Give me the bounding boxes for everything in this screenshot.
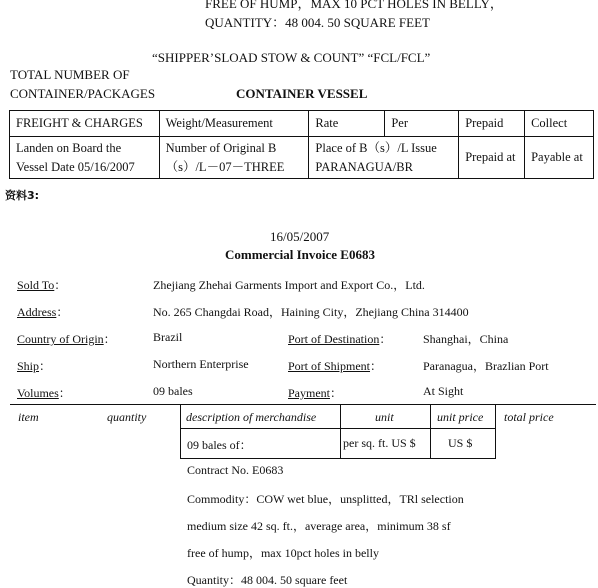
desc-first-cell: 09 bales of： <box>187 438 252 452</box>
place-of-issue-cell <box>309 137 459 179</box>
desc-line-hump: free of hump，max 10pct holes in belly <box>187 546 379 560</box>
col-unit-price: unit price <box>437 410 484 424</box>
bill-of-lading-table <box>9 110 594 179</box>
desc-line-contract: Contract No. E0683 <box>187 463 284 477</box>
unit-price-first-cell: US $ <box>448 436 473 450</box>
port-shipment-value: Paranagua，Brazlian Port <box>423 359 549 373</box>
port-destination-label: Port of Destination： <box>288 332 392 346</box>
section-label: 资料3: <box>5 189 40 202</box>
header-freight-charges: FREIGHT & CHARGES <box>10 111 160 137</box>
address-label: Address： <box>17 305 69 319</box>
shipper-load-stow-line: “SHIPPER’SLOAD STOW & COUNT” “FCL/FCL” <box>152 50 431 65</box>
invoice-col-divider-unit-price <box>430 404 431 458</box>
col-total-price: total price <box>504 410 554 424</box>
desc-line-commodity: Commodity：COW wet blue，unsplitted，TRl selection <box>187 492 464 506</box>
desc-line-size: medium size 42 sq. ft.，average area，minimum 38 sf <box>187 519 451 533</box>
invoice-col-divider-unit <box>340 404 341 458</box>
header-rate: Rate <box>309 111 385 137</box>
country-origin-value: Brazil <box>153 330 183 344</box>
number-original-cell <box>159 137 309 179</box>
laden-line2: Vessel Date 05/16/2007 <box>16 159 135 174</box>
total-number-label-1: TOTAL NUMBER OF <box>10 67 130 82</box>
unit-first-cell: per sq. ft. US $ <box>343 436 416 450</box>
col-description: description of merchandise <box>186 410 317 424</box>
col-item: item <box>18 410 39 424</box>
desc-line-quantity: Quantity：48 004. 50 square feet <box>187 573 348 587</box>
invoice-table-top-rule <box>10 404 596 405</box>
address-value: No. 265 Changdai Road，Haining City，Zhejiang China 314400 <box>153 305 469 319</box>
port-shipment-label: Port of Shipment： <box>288 359 383 373</box>
payable-at-cell: Payable at <box>525 137 594 179</box>
invoice-table-header-rule <box>180 428 496 429</box>
invoice-col-divider-desc <box>180 404 181 458</box>
bill-header-row <box>10 111 594 137</box>
col-quantity: quantity <box>107 410 147 424</box>
bill-data-row <box>10 137 594 179</box>
sold-to-value: Zhejiang Zhehai Garments Import and Export Co.，Ltd. <box>153 278 425 292</box>
ship-value: Northern Enterprise <box>153 357 249 371</box>
bill-top-line2: QUANTITY：48 004. 50 SQUARE FEET <box>205 15 430 30</box>
header-prepaid: Prepaid <box>459 111 525 137</box>
container-vessel-label: CONTAINER VESSEL <box>236 86 368 101</box>
invoice-date: 16/05/2007 <box>270 229 330 244</box>
header-collect: Collect <box>525 111 594 137</box>
ship-label: Ship： <box>17 359 52 373</box>
invoice-title: Commercial Invoice E0683 <box>225 247 375 262</box>
payment-value: At Sight <box>423 384 464 398</box>
number-line2: （s）/L－07－THREE <box>165 159 285 174</box>
volumes-label: Volumes： <box>17 386 71 400</box>
col-unit: unit <box>375 410 394 424</box>
volumes-value: 09 bales <box>153 384 193 398</box>
country-origin-label: Country of Origin： <box>17 332 116 346</box>
place-line1: Place of B（s）/L Issue <box>315 140 437 155</box>
bill-top-line1: FREE OF HUMP，MAX 10 PCT HOLES IN BELLY， <box>205 0 503 11</box>
number-line1: Number of Original B <box>165 140 277 155</box>
header-weight-measurement: Weight/Measurement <box>159 111 309 137</box>
port-destination-value: Shanghai，China <box>423 332 509 346</box>
laden-on-board-cell <box>10 137 160 179</box>
place-line2: PARANAGUA/BR <box>315 159 413 174</box>
sold-to-label: Sold To： <box>17 278 67 292</box>
invoice-table-row-rule <box>180 458 496 459</box>
prepaid-at-cell: Prepaid at <box>459 137 525 179</box>
invoice-col-divider-total <box>495 404 496 458</box>
payment-label: Payment： <box>288 386 343 400</box>
header-per: Per <box>385 111 459 137</box>
total-number-label-2: CONTAINER/PACKAGES <box>10 86 156 101</box>
laden-line1: Landen on Board the <box>16 140 122 155</box>
